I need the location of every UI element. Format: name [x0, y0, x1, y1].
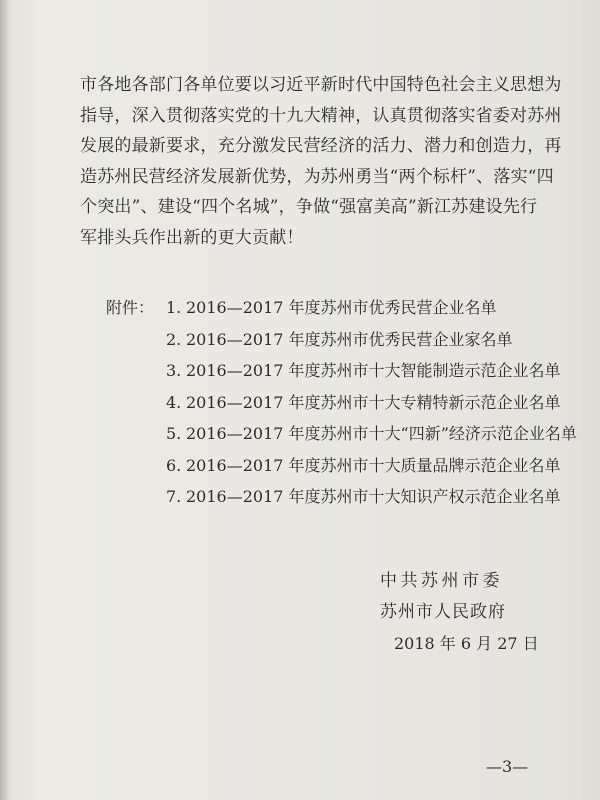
body-line: 发展的最新要求，充分激发民营经济的活力、潜力和创造力，再: [80, 136, 562, 157]
attachment-title: 2016—2017 年度苏州市十大知识产权示范企业名单: [186, 487, 561, 506]
attachment-number: 1.: [166, 298, 182, 317]
signature-org-government: 苏州市人民政府: [380, 602, 506, 622]
signature-block: [380, 566, 580, 659]
attachment-number: 5.: [166, 424, 182, 443]
attachment-number: 6.: [166, 455, 182, 475]
attachment-number: 3.: [166, 361, 182, 380]
attachment-number: 2.: [166, 329, 182, 349]
attachment-number: 7.: [166, 487, 182, 506]
body-line: 军排头兵作出新的更大贡献！: [80, 227, 304, 248]
attachment-title: 2016—2017 年度苏州市十大专精特新示范企业名单: [186, 392, 561, 412]
attachment-title: 2016—2017 年度苏州市十大质量品牌示范企业名单: [186, 455, 561, 475]
attachment-item: [106, 387, 576, 419]
attachment-item: [106, 481, 576, 513]
signature-date: 2018 年 6 月 27 日: [394, 634, 539, 653]
attachment-item: [106, 324, 576, 356]
attachment-list: [106, 292, 576, 513]
attachment-item: [106, 292, 576, 324]
attachment-label: 附件：: [106, 298, 155, 317]
body-line: 指导，深入贯彻落实党的十九大精神，认真贯彻落实省委对苏州: [80, 105, 562, 126]
signature-org-party: 中共苏州市委: [380, 571, 503, 591]
attachment-number: 4.: [166, 392, 182, 412]
page-number: —3—: [486, 757, 529, 776]
attachment-title: 2016—2017 年度苏州市优秀民营企业名单: [186, 298, 497, 317]
body-line: 造苏州民营经济发展新优势，为苏州勇当“两个标杆”、落实“四: [80, 166, 554, 187]
attachment-item: [106, 355, 576, 387]
attachment-item: [106, 418, 576, 450]
body-paragraph: [80, 70, 560, 254]
attachment-item: [106, 450, 576, 482]
body-line: 市各地各部门各单位要以习近平新时代中国特色社会主义思想为: [80, 75, 562, 95]
attachment-title: 2016—2017 年度苏州市十大“四新”经济示范企业名单: [186, 424, 577, 443]
attachment-title: 2016—2017 年度苏州市十大智能制造示范企业名单: [186, 361, 561, 380]
attachment-title: 2016—2017 年度苏州市优秀民营企业家名单: [186, 329, 513, 349]
body-line: 个突出”、建设“四个名城”，争做“强富美高”新江苏建设先行: [80, 197, 538, 218]
binding-shadow: [0, 0, 10, 800]
